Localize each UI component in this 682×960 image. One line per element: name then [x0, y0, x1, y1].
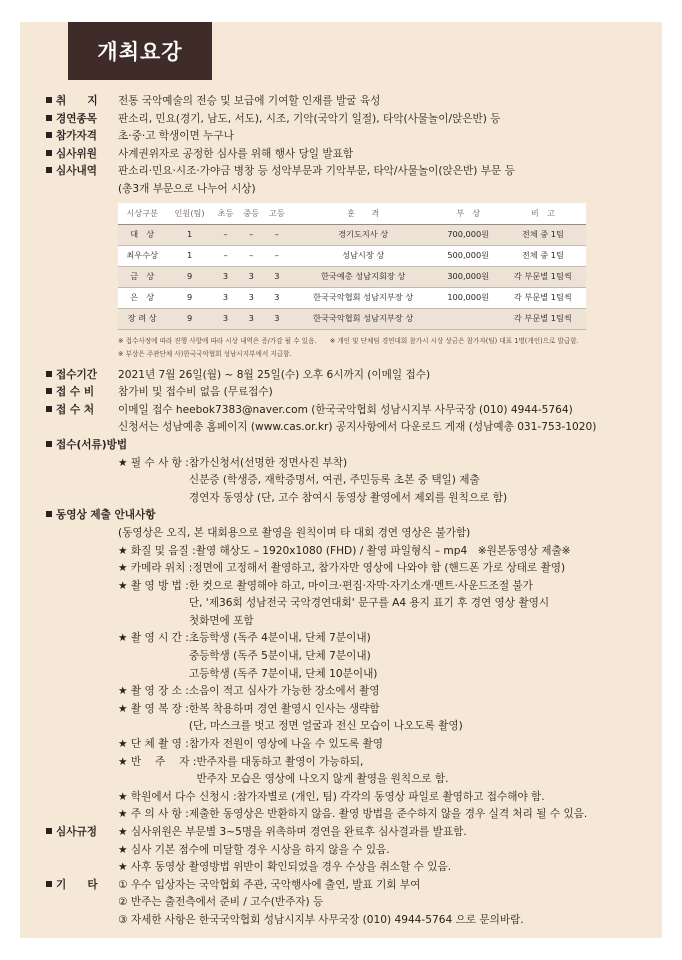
award-cell: 각 부문별 1팀씩 [500, 287, 586, 308]
instruction-line: 반주자를 대동하고 촬영이 가능하되, [196, 755, 364, 768]
bullet-square-icon [46, 132, 52, 138]
award-cell: 경기도지사 상 [290, 224, 437, 245]
overview-row [46, 111, 650, 129]
instruction-line: 고등학생 (독주 7분이내, 단체 10분이내) [188, 667, 378, 680]
docs-heading: 접수(서류)방법 [46, 437, 650, 455]
award-cell: 3 [238, 266, 264, 287]
bullet-square-icon [46, 371, 52, 377]
field-label: 취 지 [46, 93, 118, 111]
field-value: 2021년 7월 26일(월) ~ 8월 25일(수) 오후 6시까지 (이메일 접수) [118, 368, 431, 381]
award-cell: 3 [238, 287, 264, 308]
award-row [118, 308, 586, 329]
video-heading: 동영상 제출 안내사항 [46, 507, 650, 525]
award-cell: 금 상 [118, 266, 166, 287]
award-cell: 대 상 [118, 224, 166, 245]
instruction-item [118, 789, 650, 807]
award-cell: 전체 중 1팀 [500, 245, 586, 266]
award-cell: 전체 중 1팀 [500, 224, 586, 245]
award-cell: 각 부문별 1팀씩 [500, 308, 586, 329]
award-cell: 3 [238, 308, 264, 329]
instruction-item [118, 578, 650, 631]
instruction-key: ★ 촬 영 복 장 : [118, 702, 189, 715]
judging-note: (총3개 부문으로 나누어 시상) [118, 182, 256, 195]
instruction-item [118, 701, 650, 736]
guidelines-body [46, 93, 650, 930]
rule-line: ★ 심사 기본 점수에 미달할 경우 시상을 하지 않을 수 있음. [118, 843, 390, 856]
award-cell: 성남시장 상 [290, 245, 437, 266]
field-value: 판소리·민요·시조·가야금 병창 등 성악부문과 기악부문, 타악/사물놀이(앉은반) 부문 등 [118, 165, 515, 178]
field-value [118, 877, 650, 930]
instruction-line: 첫화면에 포함 [188, 614, 254, 627]
instruction-line: 정면에 고정해서 촬영하고, 참가자만 영상에 나와야 함 (핸드폰 가로 상태로 촬영) [192, 562, 566, 575]
award-cell: 3 [264, 308, 290, 329]
award-cell: 한국국악협회 성남지부장 상 [290, 287, 437, 308]
instruction-item [118, 543, 650, 561]
award-cell: 9 [166, 287, 212, 308]
field-value: 이메일 접수 heebok7383@naver.com (한국국악협회 성남시지부 사무국장 (010) 4944-5764) [118, 403, 573, 416]
field-label: 심사규정 [46, 824, 118, 877]
field-value: 판소리, 민요(경기, 남도, 서도), 시조, 기악(국악기 일절), 타악(사물놀이/앉은반) 등 [118, 112, 501, 125]
instruction-line: 참가자 전원이 영상에 나올 수 있도록 촬영 [188, 738, 384, 751]
award-cell: 3 [264, 266, 290, 287]
overview-section [46, 93, 650, 163]
award-cell: – [264, 245, 290, 266]
instruction-line: 중등학생 (독주 5분이내, 단체 7분이내) [188, 650, 371, 663]
award-cell: – [264, 224, 290, 245]
page-title: 개최요강 [68, 22, 212, 80]
instruction-key: ★ 촬 영 시 간 : [118, 632, 189, 645]
award-table [118, 203, 586, 330]
award-cell: – [213, 245, 239, 266]
etc-line: ② 반주는 출전측에서 준비 / 고수(반주자) 등 [118, 896, 324, 909]
award-cell: 은 상 [118, 287, 166, 308]
instruction-item [118, 683, 650, 701]
award-cell: 최우수상 [118, 245, 166, 266]
instruction-line: 경연자 동영상 (단, 고수 참여시 동영상 촬영에서 제외를 원칙으로 함) [188, 491, 508, 504]
instruction-key: ★ 촬 영 장 소 : [118, 685, 189, 698]
instruction-key: ★ 카메라 위치 : [118, 562, 193, 575]
instruction-value [189, 683, 380, 701]
etc-row [46, 877, 650, 930]
bullet-square-icon [46, 115, 52, 121]
bullet-square-icon [46, 388, 52, 394]
instruction-line: 반주자 모습은 영상에 나오지 않게 촬영을 원칙으로 함. [196, 773, 449, 786]
instruction-line: 단, '제36회 성남전국 국악경연대회' 문구를 A4 용지 표기 후 경연 영상 촬영시 [188, 597, 550, 610]
award-row [118, 266, 586, 287]
award-header-cell: 중등 [238, 203, 264, 225]
bullet-square-icon [46, 881, 52, 887]
instruction-key: ★ 화질 및 음질 : [118, 544, 196, 557]
reception-row [46, 367, 650, 385]
overview-row [46, 128, 650, 146]
instruction-key: ★ 촬 영 방 법 : [118, 579, 189, 592]
field-label: 심사위원 [46, 146, 118, 164]
instruction-line: 참가신청서(선명한 정면사진 부착) [188, 456, 348, 469]
award-header-cell: 초등 [213, 203, 239, 225]
award-cell: 1 [166, 224, 212, 245]
field-value: 참가비 및 접수비 없음 (무료접수) [118, 386, 273, 399]
bullet-square-icon [46, 441, 52, 447]
instruction-item [118, 455, 650, 508]
instruction-value [189, 806, 587, 824]
award-header-cell: 인원(팀) [166, 203, 212, 225]
instruction-key: ★ 단 체 촬 영 : [118, 738, 189, 751]
award-cell: 각 부문별 1팀씩 [500, 266, 586, 287]
docs-list [46, 455, 650, 508]
instruction-value [189, 701, 463, 736]
overview-row [46, 93, 650, 111]
award-cell: 9 [166, 266, 212, 287]
reception-extra: 신청서는 성남예총 홈페이지 (www.cas.or.kr) 공지사항에서 다운로드 게재 (성남예총 031-753-1020) [118, 421, 597, 434]
instruction-value [189, 578, 549, 631]
award-row [118, 245, 586, 266]
instruction-key: ★ 주 의 사 항 : [118, 808, 189, 821]
instruction-value [196, 754, 448, 789]
instruction-value [189, 736, 383, 754]
award-header-cell: 부 상 [437, 203, 500, 225]
instruction-line: 참가자별로 (개인, 팀) 각각의 동영상 파일로 촬영하고 접수해야 함. [236, 790, 545, 803]
award-row [118, 224, 586, 245]
instruction-line: 신분증 (학생증, 재학증명서, 여권, 주민등록 초본 중 택일) 제출 [188, 474, 480, 487]
bullet-square-icon [46, 97, 52, 103]
bullet-square-icon [46, 150, 52, 156]
award-cell: 3 [264, 287, 290, 308]
award-header-cell: 비 고 [500, 203, 586, 225]
bullet-square-icon [46, 167, 52, 173]
award-cell: 3 [213, 266, 239, 287]
instruction-line: 초등학생 (독주 4분이내, 단체 7분이내) [188, 632, 371, 645]
instruction-item [118, 630, 650, 683]
award-note: ※ 부상은 주관단체 사)한국국악협회 성남시지부에서 지급함. [118, 349, 292, 358]
award-cell [437, 308, 500, 329]
field-label: 경연종목 [46, 111, 118, 129]
award-cell: 700,000원 [437, 224, 500, 245]
instruction-key: ★ 반 주 자 : [118, 755, 197, 768]
field-value: 사계권위자로 공정한 심사를 위해 행사 당일 발표함 [118, 147, 354, 160]
award-cell: 한국국악협회 성남지부장 상 [290, 308, 437, 329]
instruction-value [196, 543, 571, 561]
instruction-item [118, 754, 650, 789]
rule-line: ★ 심사위원은 부문별 3~5명을 위촉하며 경연을 완료후 심사결과를 발표함. [118, 826, 467, 838]
field-value: 초·중·고 학생이면 누구나 [118, 130, 234, 143]
award-cell: 9 [166, 308, 212, 329]
award-table-body [118, 224, 586, 329]
award-cell: 1 [166, 245, 212, 266]
award-cell: 300,000원 [437, 266, 500, 287]
instruction-key: ★ 필 수 사 항 : [118, 456, 189, 469]
award-cell: 500,000원 [437, 245, 500, 266]
award-cell: – [213, 224, 239, 245]
etc-line: ③ 자세한 사항은 한국국악협회 성남시지부 사무국장 (010) 4944-5764 으로 문의바람. [118, 913, 524, 926]
instruction-value [189, 455, 507, 508]
instruction-item [118, 736, 650, 754]
instruction-line: (단, 마스크를 벗고 정면 얼굴과 전신 모습이 나오도록 촬영) [188, 720, 463, 733]
overview-row [46, 146, 650, 164]
award-cell: 3 [213, 308, 239, 329]
instruction-value [192, 560, 565, 578]
rules-row [46, 824, 650, 877]
instruction-line: 한 컷으로 촬영해야 하고, 마이크·편집·자막·자기소개·멘트·사운드조절 불가 [188, 579, 533, 592]
field-value: 전통 국악예술의 전승 및 보급에 기여할 인재를 발굴 육성 [118, 95, 381, 107]
instruction-line: 한복 착용하며 경연 촬영시 인사는 생략함 [188, 702, 380, 715]
instruction-line: 제출한 동영상은 반환하지 않음. 촬영 방법을 준수하지 않을 경우 실격 처리 될 수 있음. [188, 808, 588, 821]
video-intro: (동영상은 오직, 본 대회용으로 촬영을 원칙이며 타 대회 경연 영상은 불가함) [118, 526, 471, 539]
award-cell: 100,000원 [437, 287, 500, 308]
field-label: 참가자격 [46, 128, 118, 146]
award-header-cell: 훈 격 [290, 203, 437, 225]
bullet-square-icon [46, 406, 52, 412]
rule-line: ★ 사후 동영상 촬영방법 위반이 확인되었을 경우 수상을 취소할 수 있음. [118, 861, 452, 874]
instruction-item [118, 806, 650, 824]
field-label: 심사내역 [46, 163, 118, 181]
instruction-line: 촬영 해상도 – 1920x1080 (FHD) / 촬영 파일형식 – mp4 ※원본동영상 제출※ [195, 544, 571, 557]
instruction-key: ★ 학원에서 다수 신청시 : [118, 790, 237, 803]
reception-row [46, 384, 650, 402]
award-cell: – [238, 245, 264, 266]
bullet-square-icon [46, 511, 52, 517]
award-cell: 장 려 상 [118, 308, 166, 329]
field-value [118, 824, 650, 877]
field-label: 접수기간 [46, 367, 118, 385]
award-cell: 한국예총 성남지회장 상 [290, 266, 437, 287]
instruction-item [118, 560, 650, 578]
reception-row [46, 402, 650, 420]
judging-row [46, 163, 650, 181]
field-label: 접 수 처 [46, 402, 118, 420]
instruction-value [237, 789, 545, 807]
award-header-cell: 시상구분 [118, 203, 166, 225]
field-label: 기 타 [46, 877, 118, 930]
award-row [118, 287, 586, 308]
video-list [46, 543, 650, 825]
bullet-square-icon [46, 828, 52, 834]
field-label: 접 수 비 [46, 384, 118, 402]
instruction-value [189, 630, 378, 683]
instruction-line: 소음이 적고 심사가 가능한 장소에서 촬영 [188, 685, 380, 698]
etc-line: ① 우수 입상자는 국악협회 주관, 국악행사에 출연, 발표 기회 부여 [118, 878, 421, 891]
award-header-cell: 고등 [264, 203, 290, 225]
award-cell: – [238, 224, 264, 245]
award-note: ※ 접수사정에 따라 진행 사항에 따라 시상 내역은 증/가감 될 수 있음. ※ 개인 및 단체팀 경연대회 참가시 시상 상금은 참가자(팀) 대표 1명(개인)으로 발급함. [118, 336, 579, 345]
award-table-header [118, 203, 586, 225]
award-cell: 3 [213, 287, 239, 308]
